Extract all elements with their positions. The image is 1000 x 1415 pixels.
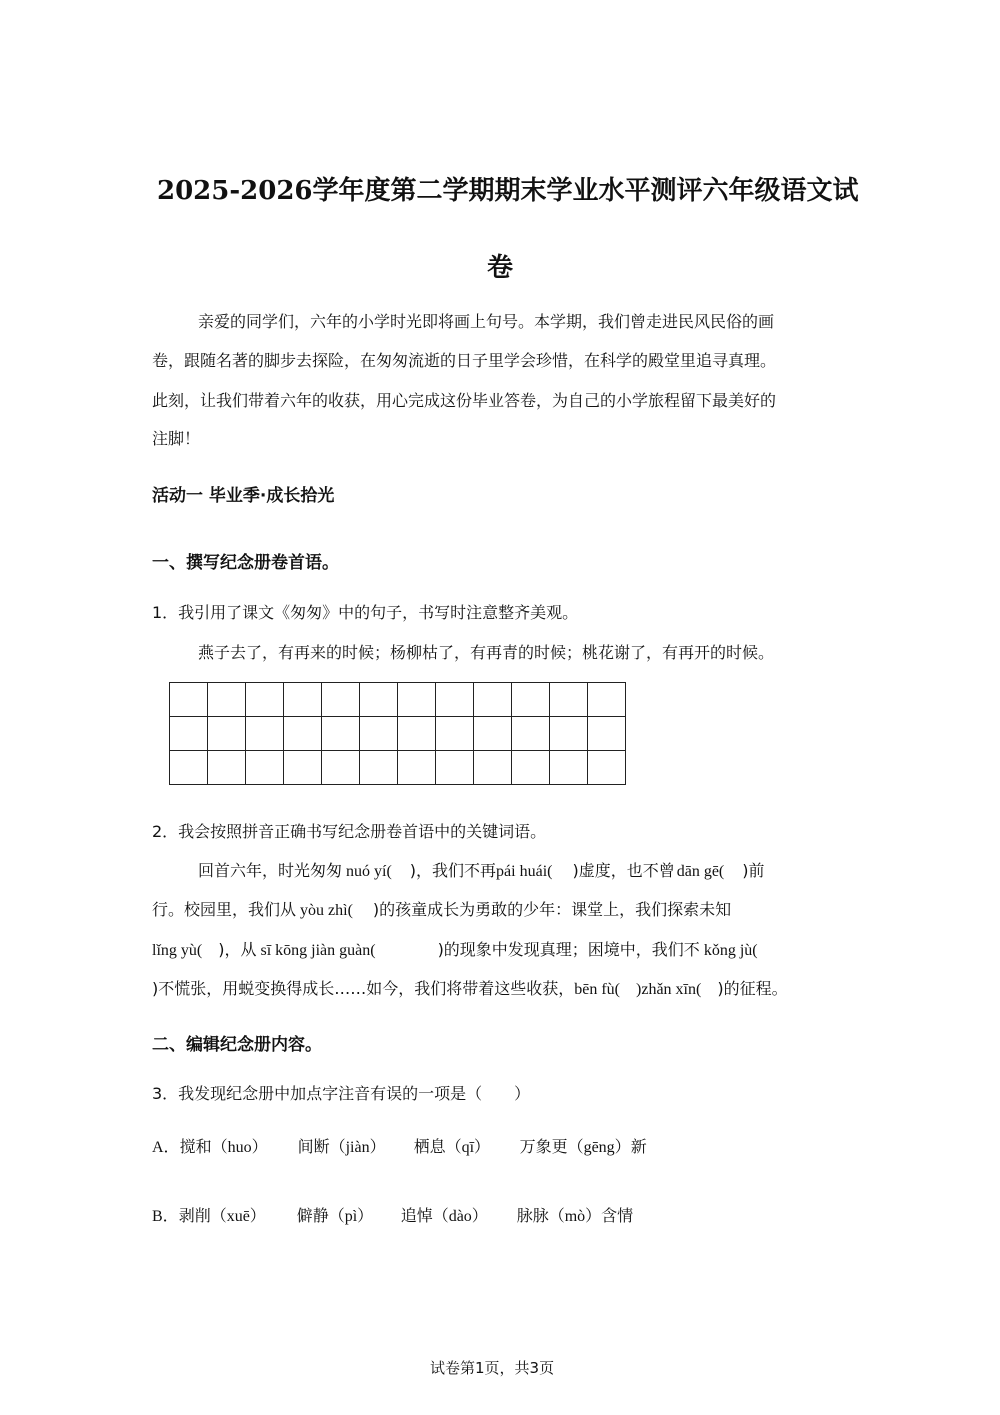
activity-heading: 活动一 毕业季·成长拾光 [152,486,335,506]
grid-cell[interactable] [360,751,398,785]
option-pinyin: （pì） [328,1208,374,1225]
q1-prompt: 1．我引用了课文《匆匆》中的句子，书写时注意整齐美观。 [152,603,579,622]
grid-cell[interactable] [474,751,512,785]
grid-cell[interactable] [588,683,626,717]
q2-text: 行。校园里，我们从 [152,900,297,919]
intro-line: 卷，跟随名著的脚步去探险，在匆匆流逝的日子里学会珍惜，在科学的殿堂里追寻真理。 [152,351,777,370]
grid-cell[interactable] [208,717,246,751]
grid-cell[interactable] [170,751,208,785]
grid-cell[interactable] [284,717,322,751]
option-item [180,1136,298,1159]
option-pinyin: （xuē） [210,1208,266,1225]
option-word: 栖息 [413,1137,446,1156]
intro-line: 此刻，让我们带着六年的收获，用心完成这份毕业答卷，为自己的小学旅程留下最美好的 [152,391,777,410]
option-item [517,1205,633,1228]
q2-text: 回首六年，时光匆匆 [198,861,343,880]
grid-cell[interactable] [360,717,398,751]
q2-line4 [152,978,788,1001]
grid-cell[interactable] [398,683,436,717]
q2-text: )前 [742,861,765,880]
grid-cell[interactable] [322,683,360,717]
option-pinyin: （huo） [211,1139,268,1156]
grid-cell[interactable] [436,717,474,751]
exam-title-line2: 卷 [487,253,514,283]
pinyin-blank[interactable]: nuó yí( [346,863,392,880]
q2-line2 [152,899,731,922]
grid-cell[interactable] [246,717,284,751]
q2-line3 [152,939,758,962]
grid-row [170,683,626,717]
option-item [297,1205,401,1228]
exam-title-line1: 2025-2026学年度第二学期期末学业水平测评六年级语文试 [157,176,859,206]
pinyin-blank[interactable]: pái huái( [496,863,553,880]
option-pinyin: （qī） [445,1139,491,1156]
grid-cell[interactable] [246,751,284,785]
option-item [520,1136,647,1159]
grid-cell[interactable] [208,683,246,717]
option-pinyin: （mò） [548,1208,602,1225]
option-word: 万象更 [519,1137,568,1156]
q2-text: )的现象中发现真理；困境中，我们不 [437,940,700,959]
option-item [401,1205,517,1228]
q3-prompt: 3．我发现纪念册中加点字注音有误的一项是（ ） [152,1084,531,1103]
option-a[interactable] [152,1136,647,1159]
q2-line1 [198,860,765,883]
section1-heading: 一、撰写纪念册卷首语。 [152,553,339,573]
grid-cell[interactable] [322,717,360,751]
grid-cell[interactable] [474,717,512,751]
option-item [414,1136,520,1159]
option-word: 追悼 [400,1206,433,1225]
q2-text: )虚度，也不曾 [572,861,675,880]
pinyin-blank[interactable]: sī kōng jiàn guàn( [260,942,376,959]
option-word: 间断 [297,1137,330,1156]
grid-cell[interactable] [284,683,322,717]
grid-cell[interactable] [246,683,284,717]
grid-cell[interactable] [550,683,588,717]
grid-cell[interactable] [284,751,322,785]
grid-cell[interactable] [170,683,208,717]
pinyin-blank[interactable]: dān gē( [676,863,725,880]
grid-cell[interactable] [550,717,588,751]
option-label: A． [152,1139,180,1156]
pinyin-blank[interactable]: bēn fù( [574,981,621,998]
grid-cell[interactable] [588,717,626,751]
q1-quote: 燕子去了，有再来的时候；杨柳枯了，有再青的时候；桃花谢了，有再开的时候。 [198,643,775,662]
q2-text: )的征程。 [717,979,788,998]
option-b[interactable] [152,1205,633,1228]
grid-cell[interactable] [360,683,398,717]
q2-text: )的孩童成长为勇敢的少年：课堂上，我们探索未知 [372,900,732,919]
option-word: 僻静 [296,1206,329,1225]
grid-cell[interactable] [436,683,474,717]
option-pinyin: （jiàn） [329,1139,386,1156]
option-pinyin: （dào） [432,1208,488,1225]
q2-text: )，我们不再 [409,861,497,880]
pinyin-blank[interactable]: )zhǎn xīn( [636,981,702,998]
writing-grid[interactable] [169,682,626,785]
option-label: B． [152,1208,179,1225]
q2-text: )不慌张，用蜕变换得成长……如今，我们将带着这些收获， [152,979,575,998]
option-word: 搅和 [179,1137,212,1156]
grid-cell[interactable] [512,683,550,717]
option-item [179,1205,297,1228]
pinyin-blank[interactable]: kǒng jù( [703,942,758,959]
grid-cell[interactable] [398,751,436,785]
option-item [298,1136,414,1159]
q2-prompt: 2．我会按照拼音正确书写纪念册卷首语中的关键词语。 [152,822,547,841]
q2-text: )，从 [218,940,257,959]
grid-row [170,717,626,751]
pinyin-blank[interactable]: lǐng yù( [152,942,203,959]
grid-cell[interactable] [398,717,436,751]
grid-cell[interactable] [588,751,626,785]
grid-cell[interactable] [512,751,550,785]
page-footer: 试卷第1页，共3页 [430,1359,555,1377]
pinyin-blank[interactable]: yòu zhì( [300,902,353,919]
option-word-tail: 含情 [601,1206,634,1225]
grid-cell[interactable] [436,751,474,785]
intro-line: 亲爱的同学们，六年的小学时光即将画上句号。本学期，我们曾走进民风民俗的画 [198,312,775,331]
section2-heading: 二、编辑纪念册内容。 [152,1035,322,1055]
grid-cell[interactable] [170,717,208,751]
option-word-tail: 新 [630,1137,647,1156]
grid-cell[interactable] [208,751,246,785]
option-pinyin: （gēng） [567,1139,631,1156]
intro-line: 注脚！ [152,429,201,448]
option-word: 脉脉 [516,1206,549,1225]
grid-cell[interactable] [322,751,360,785]
grid-cell[interactable] [512,717,550,751]
grid-cell[interactable] [474,683,512,717]
grid-row [170,751,626,785]
option-word: 剥削 [178,1206,211,1225]
grid-cell[interactable] [550,751,588,785]
